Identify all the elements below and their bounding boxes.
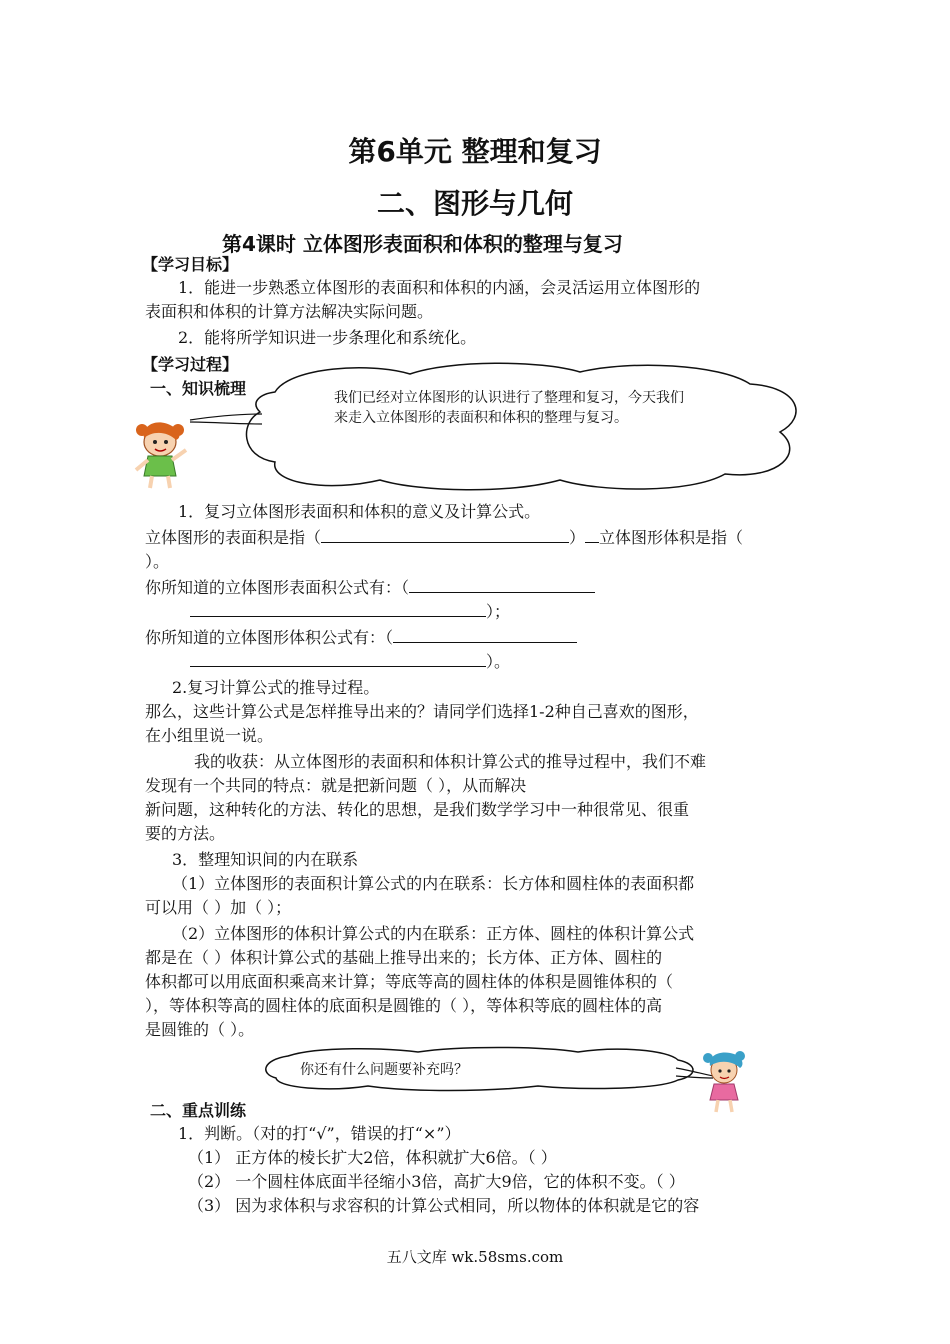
gain-line-1: 我的收获：从立体图形的表面积和体积计算公式的推导过程中，我们不难 <box>194 752 707 771</box>
q1-area-formula-prefix: 你所知道的立体图形表面积公式有：（ <box>145 578 410 597</box>
gain-line-2: 发现有一个共同的特点：就是把新问题（ ），从而解决 <box>145 776 527 795</box>
q1-volume-end: ）。 <box>145 552 170 571</box>
training-item-2: （2） 一个圆柱体底面半径缩小3倍，高扩大9倍，它的体积不变。（ ） <box>188 1172 685 1191</box>
q1-vol-formula-cont <box>190 650 510 674</box>
gain-line-4: 要的方法。 <box>145 824 226 843</box>
q1-vol-formula-prefix: 你所知道的立体图形体积公式有：（ <box>145 628 394 647</box>
gain-line-3: 新问题，这种转化的方法、转化的思想，是我们数学学习中一种很常见、很重 <box>145 800 690 819</box>
goal-2: 2．能将所学知识进一步条理化和系统化。 <box>178 328 477 347</box>
section-title: 二、图形与几何 <box>376 187 573 220</box>
q1-surface-line <box>145 526 743 550</box>
area-formula-blank-2[interactable] <box>190 600 486 617</box>
bubble-1-text: 我们已经对立体图形的认识进行了整理和复习，今天我们来走入立体图形的表面积和体积的整理与复习。 <box>334 390 684 426</box>
q1-area-formula-cont <box>190 600 510 624</box>
training-item-3: （3） 因为求体积与求容积的计算公式相同，所以物体的体积就是它的容 <box>188 1196 700 1215</box>
q2-line-1: 那么，这些计算公式是怎样推导出来的？请同学们选择1-2种自己喜欢的图形， <box>145 702 699 721</box>
cartoon-girl-illustration <box>128 418 198 490</box>
q1-title: 1．复习立体图形表面积和体积的意义及计算公式。 <box>178 502 541 521</box>
q2-line-2: 在小组里说一说。 <box>145 726 274 745</box>
footer-watermark: 五八文库 wk.58sms.com <box>386 1248 564 1266</box>
q1-vol-formula-end: ）。 <box>486 652 511 671</box>
goal-1-line-1: 1．能进一步熟悉立体图形的表面积和体积的内涵，会灵活运用立体图形的 <box>178 278 701 297</box>
training-q1-title: 1．判断。（对的打“√”，错误的打“×”） <box>178 1124 461 1143</box>
vol-formula-blank-2[interactable] <box>190 650 486 667</box>
bubble-2-text: 你还有什么问题要补充吗？ <box>300 1062 468 1078</box>
q1-vol-formula-line <box>145 626 577 650</box>
q1-surface-prefix: 立体图形的表面积是指（ <box>145 528 322 547</box>
area-formula-blank-1[interactable] <box>409 576 595 593</box>
q1-area-formula-end: ）； <box>486 602 511 621</box>
knowledge-heading: 一、知识梳理 <box>150 379 247 398</box>
q1-volume-prefix: 立体图形体积是指（ <box>599 528 744 547</box>
gap-underline <box>585 526 599 543</box>
training-heading: 二、重点训练 <box>150 1101 247 1120</box>
q3-2-line-3: 体积都可以用底面积乘高来计算；等底等高的圆柱体的体积是圆锥体积的（ <box>145 972 674 991</box>
vol-formula-blank-1[interactable] <box>393 626 577 643</box>
q3-1-line-2: 可以用（ ）加（ ）； <box>145 898 292 917</box>
goal-1-line-2: 表面积和体积的计算方法解决实际问题。 <box>145 302 434 321</box>
process-heading: 【学习过程】 <box>142 355 239 374</box>
goals-heading: 【学习目标】 <box>142 255 239 274</box>
q3-2-line-1: （2）立体图形的体积计算公式的内在联系：正方体、圆柱的体积计算公式 <box>172 924 695 943</box>
q1-area-formula-line <box>145 576 595 600</box>
cartoon-girl-2-illustration <box>700 1050 752 1114</box>
q1-surface-suffix: ） <box>569 528 586 547</box>
q2-title: 2.复习计算公式的推导过程。 <box>172 678 380 697</box>
q3-1-line-1: （1）立体图形的表面积计算公式的内在联系：长方体和圆柱体的表面积都 <box>172 874 695 893</box>
surface-answer-blank[interactable] <box>321 526 569 543</box>
q3-2-line-2: 都是在（ ）体积计算公式的基础上推导出来的；长方体、正方体、圆柱的 <box>145 948 663 967</box>
q3-2-line-5: 是圆锥的（ ）。 <box>145 1020 255 1039</box>
thought-bubble-cloud <box>180 362 810 494</box>
lesson-title: 第4课时 立体图形表面积和体积的整理与复习 <box>222 232 623 256</box>
unit-title: 第6单元 整理和复习 <box>348 135 602 168</box>
training-item-1: （1） 正方体的棱长扩大2倍，体积就扩大6倍。（ ） <box>188 1148 557 1167</box>
q3-2-line-4: ），等体积等高的圆柱体的底面积是圆锥的（ ），等体积等底的圆柱体的高 <box>145 996 663 1015</box>
q3-title: 3．整理知识间的内在联系 <box>172 850 359 869</box>
